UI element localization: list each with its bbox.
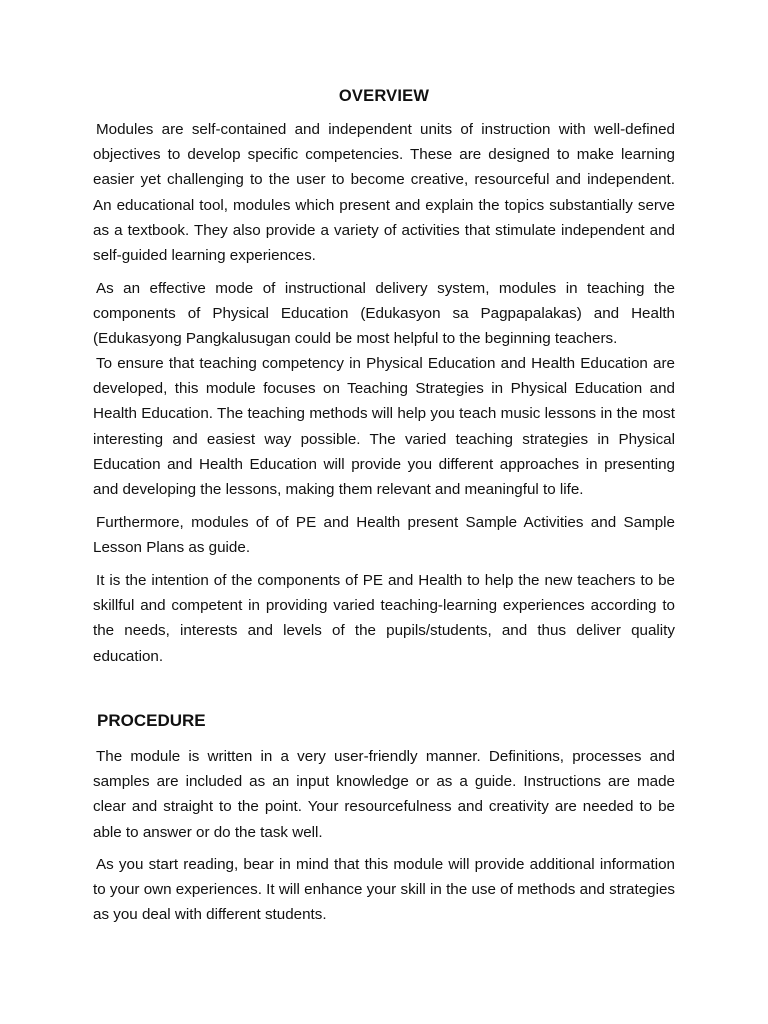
overview-paragraph-1: Modules are self-contained and independent units of instruction with well-defined objectives to develop specific competencies. These are designed to make learning easier yet challenging to the user to become creative, resourceful and independent. An educational tool, modules which present and explain the topics substantially serve as a textbook. They also provide a variety of activities that stimulate independent and self-guided learning experiences. [93, 121, 675, 265]
overview-title: OVERVIEW [338, 87, 430, 105]
overview-paragraph-3: To ensure that teaching competency in Physical Education and Health Education are developed, this module focuses on Teaching Strategies in Physical Education and Health Education. The teaching methods will help you teach music lessons in the most interesting and easiest way possible. The varied teaching strategies in Physical Education and Health Education will provide you different approaches in presenting and developing the lessons, making them relevant and meaningful to life. [93, 355, 675, 499]
overview-paragraph-4: Furthermore, modules of of PE and Health present Sample Activities and Sample Lesson Plans as guide. [93, 514, 675, 557]
procedure-heading: PROCEDURE [97, 711, 206, 730]
procedure-paragraph-1: The module is written in a very user-friendly manner. Definitions, processes and samples are included as an input knowledge or as a guide. Instructions are made clear and straight to the point. Your resourcefulness and creativity are needed to be able to answer or do the task well. [93, 748, 675, 841]
procedure-paragraph-2: As you start reading, bear in mind that this module will provide additional information to your own experiences. It will enhance your skill in the use of methods and strategies as you deal with different students. [93, 856, 675, 924]
overview-paragraph-2: As an effective mode of instructional delivery system, modules in teaching the components of Physical Education (Edukasyon sa Pagpapalakas) and Health (Edukasyong Pangkalusugan could be most helpful to the beginning teachers. [93, 280, 675, 348]
overview-paragraph-5: It is the intention of the components of PE and Health to help the new teachers to be skillful and competent in providing varied teaching-learning experiences according to the needs, interests and levels of the pupils/students, and thus deliver quality education. [93, 572, 675, 665]
